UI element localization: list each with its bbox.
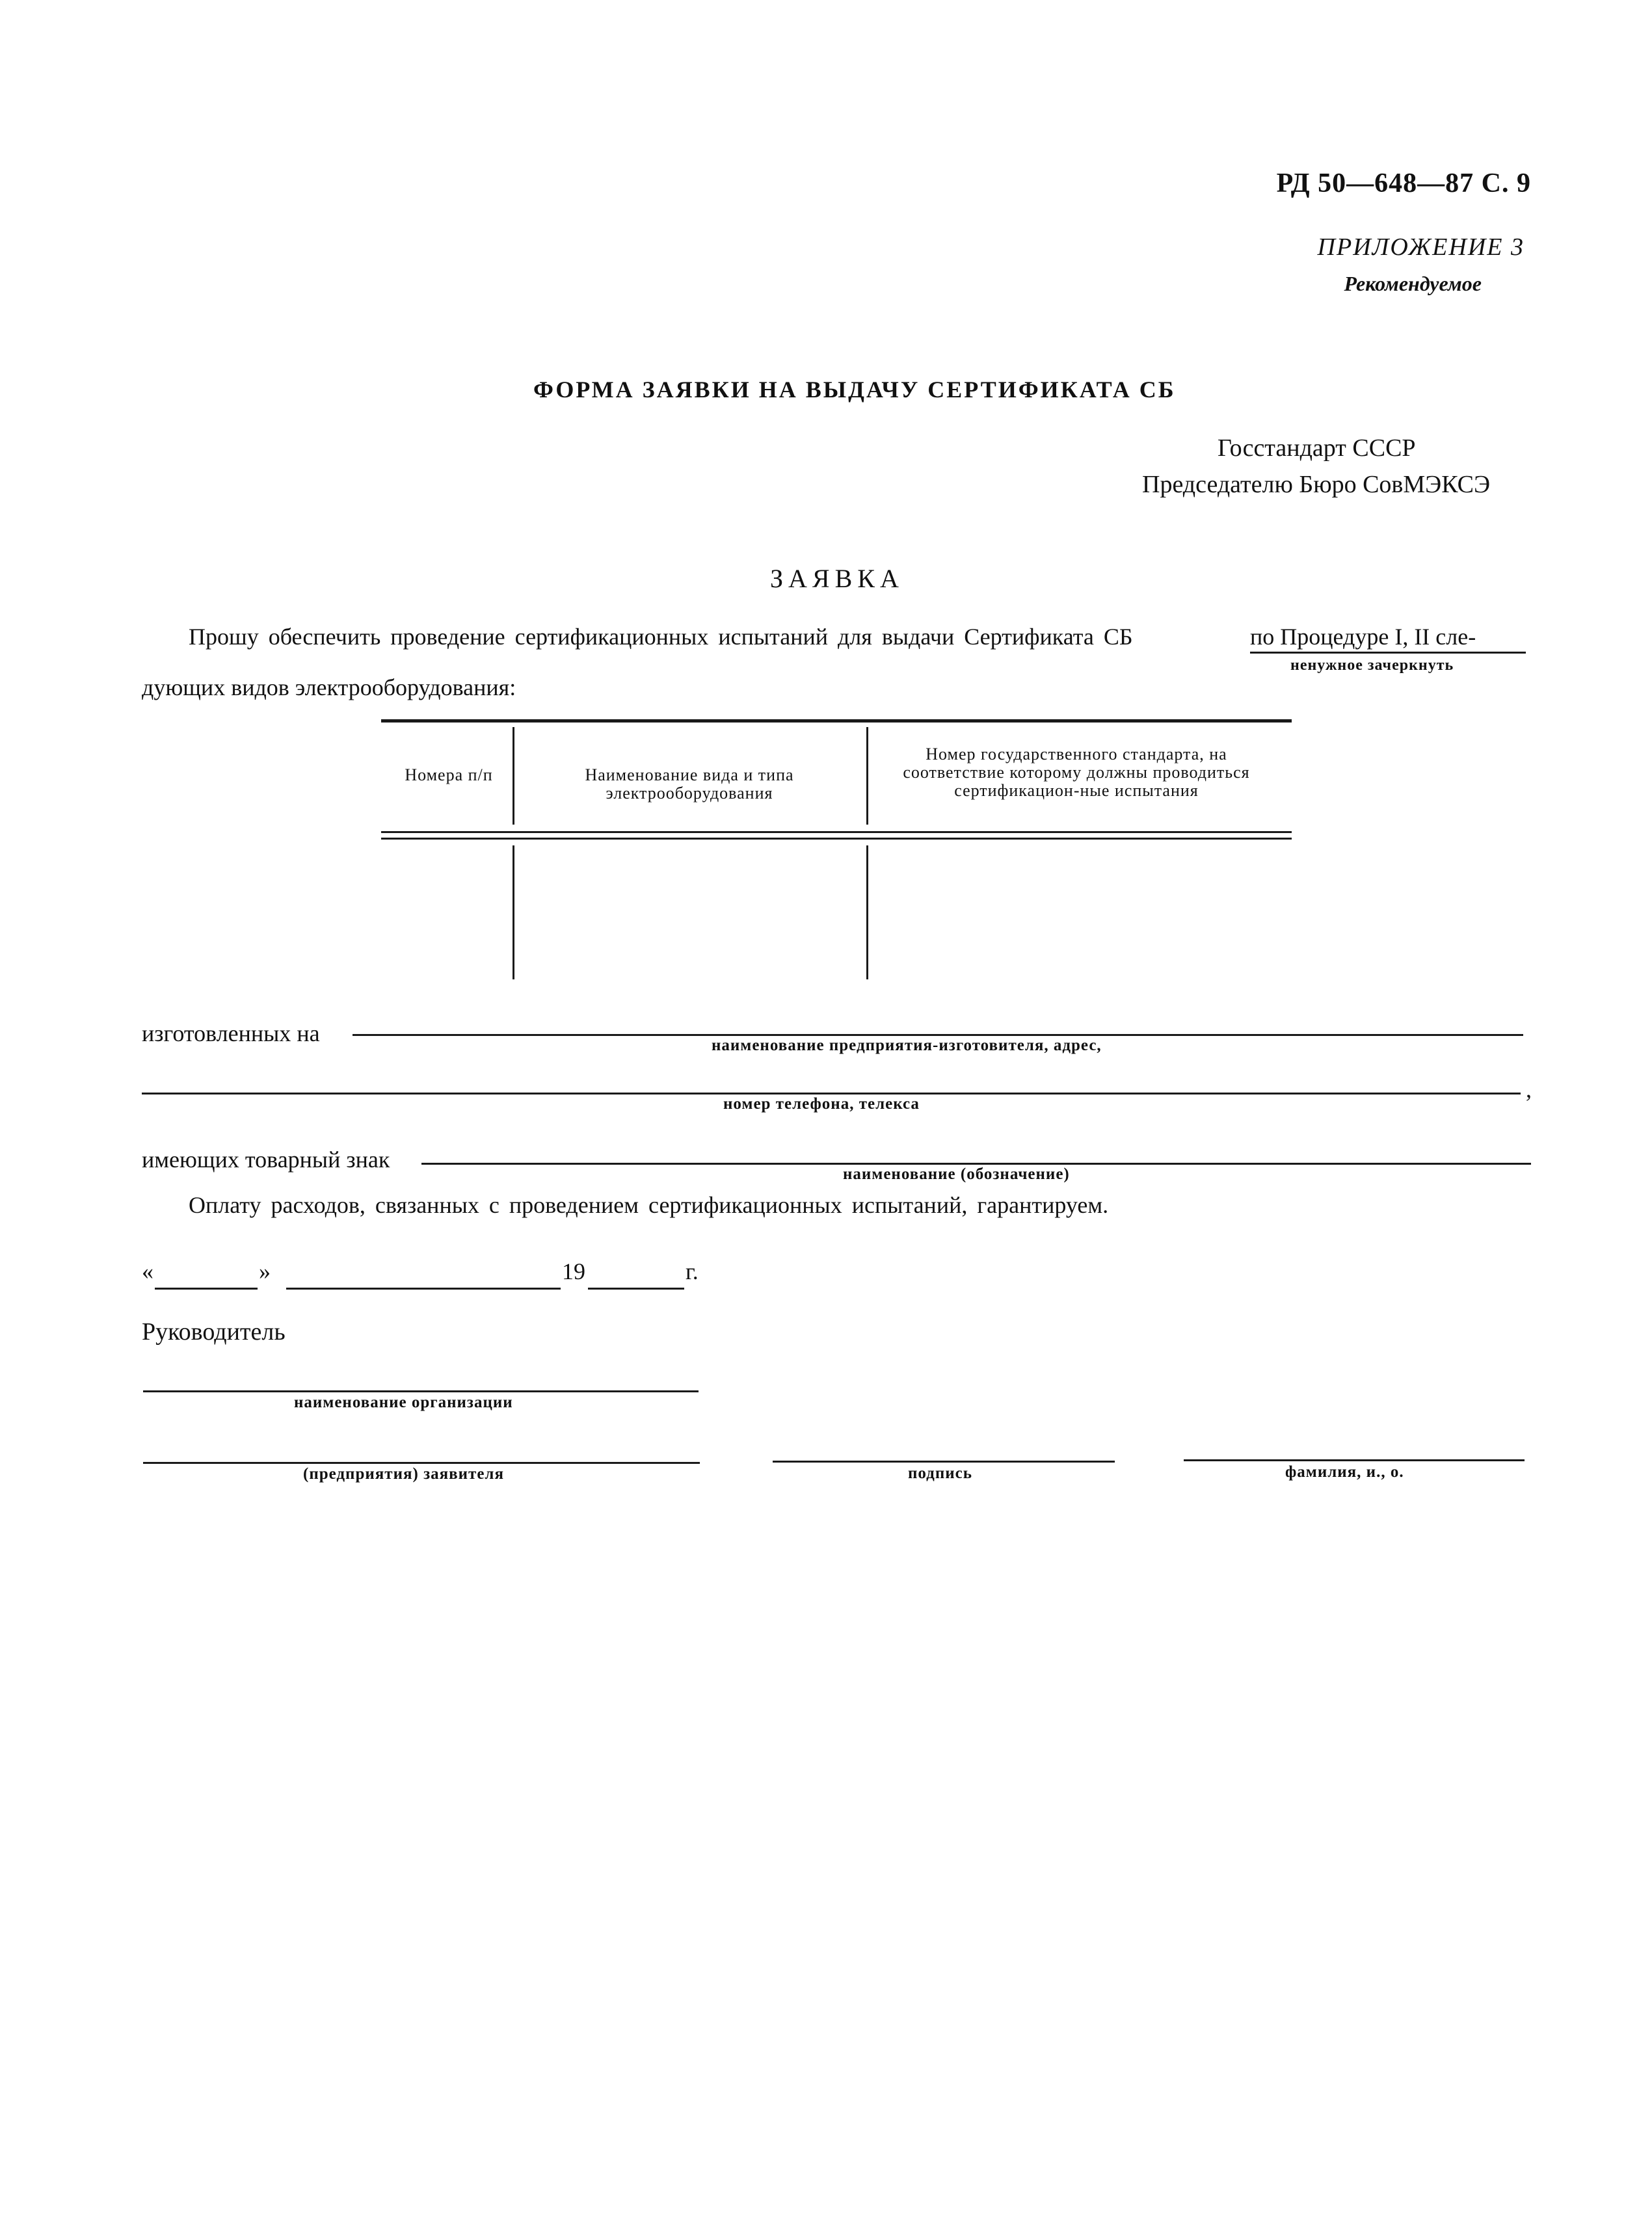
procedure-choice-underline xyxy=(1250,652,1526,654)
document-code: РД 50—648—87 С. 9 xyxy=(1276,168,1531,198)
recommended-label: Рекомендуемое xyxy=(1344,272,1482,295)
manufactured-label: изготовленных на xyxy=(142,1020,320,1046)
organization-name-caption: наименование организации xyxy=(294,1394,513,1411)
table-divider xyxy=(866,727,868,825)
request-text-line-1: Прошу обеспечить проведение сертификационных испытаний для выдачи Сертификата СБ xyxy=(189,624,1133,650)
table-divider xyxy=(513,845,514,979)
head-label: Руководитель xyxy=(142,1318,286,1346)
table-header-number: Номера п/п xyxy=(405,765,493,784)
full-name-caption: фамилия, и., о. xyxy=(1285,1463,1404,1481)
trademark-field[interactable] xyxy=(421,1163,1531,1165)
trademark-caption: наименование (обозначение) xyxy=(843,1165,1070,1183)
manufacturer-address-caption: наименование предприятия-изготовителя, адрес, xyxy=(712,1037,1102,1054)
date-close-quote: » xyxy=(259,1258,271,1284)
date-day-field[interactable] xyxy=(155,1288,258,1290)
applicant-enterprise-caption: (предприятия) заявителя xyxy=(303,1465,504,1483)
applicant-enterprise-field[interactable] xyxy=(143,1462,700,1464)
date-year-suffix: г. xyxy=(686,1258,699,1284)
signature-caption: подпись xyxy=(908,1465,972,1482)
procedure-choice: по Процедуре I, II сле- xyxy=(1250,624,1476,650)
payment-guarantee: Оплату расходов, связанных с проведением сертификационных испытаний, гарантируем. xyxy=(189,1192,1109,1218)
appendix-label: ПРИЛОЖЕНИЕ 3 xyxy=(1317,233,1525,261)
table-cell-number[interactable] xyxy=(384,845,511,979)
addressee-person: Председателю Бюро СовМЭКСЭ xyxy=(1142,471,1491,498)
table-header-rule-double xyxy=(381,838,1292,840)
table-header-standard: Номер государственного стандарта, на соответствие которому должны проводиться сертификацион-ные испытания xyxy=(903,745,1250,800)
table-header-rule xyxy=(381,831,1292,833)
table-header-equipment: Наименование вида и типа электрооборудования xyxy=(585,765,794,802)
date-year-prefix: 19 xyxy=(562,1258,585,1284)
addressee-organization: Госстандарт СССР xyxy=(1218,434,1416,462)
form-title: ФОРМА ЗАЯВКИ НА ВЫДАЧУ СЕРТИФИКАТА СБ xyxy=(533,377,1176,403)
date-month-field[interactable] xyxy=(286,1288,561,1290)
trademark-label: имеющих товарный знак xyxy=(142,1147,390,1173)
table-cell-equipment[interactable] xyxy=(516,845,865,979)
phone-field-comma: , xyxy=(1526,1076,1532,1102)
table-divider xyxy=(866,845,868,979)
manufacturer-phone-caption: номер телефона, телекса xyxy=(723,1095,920,1113)
organization-name-field[interactable] xyxy=(143,1390,699,1392)
table-top-rule xyxy=(381,719,1292,723)
date-open-quote: « xyxy=(142,1258,153,1284)
table-cell-standard[interactable] xyxy=(870,845,1290,979)
signature-field[interactable] xyxy=(773,1461,1115,1463)
table-divider xyxy=(513,727,514,825)
request-text-line-2: дующих видов электрооборудования: xyxy=(142,674,516,700)
date-year-field[interactable] xyxy=(588,1288,684,1290)
strike-out-note: ненужное зачеркнуть xyxy=(1290,657,1454,674)
request-title: ЗАЯВКА xyxy=(770,564,904,593)
full-name-field[interactable] xyxy=(1184,1459,1525,1461)
manufacturer-address-field[interactable] xyxy=(353,1034,1523,1036)
manufacturer-phone-field[interactable] xyxy=(142,1093,1521,1094)
